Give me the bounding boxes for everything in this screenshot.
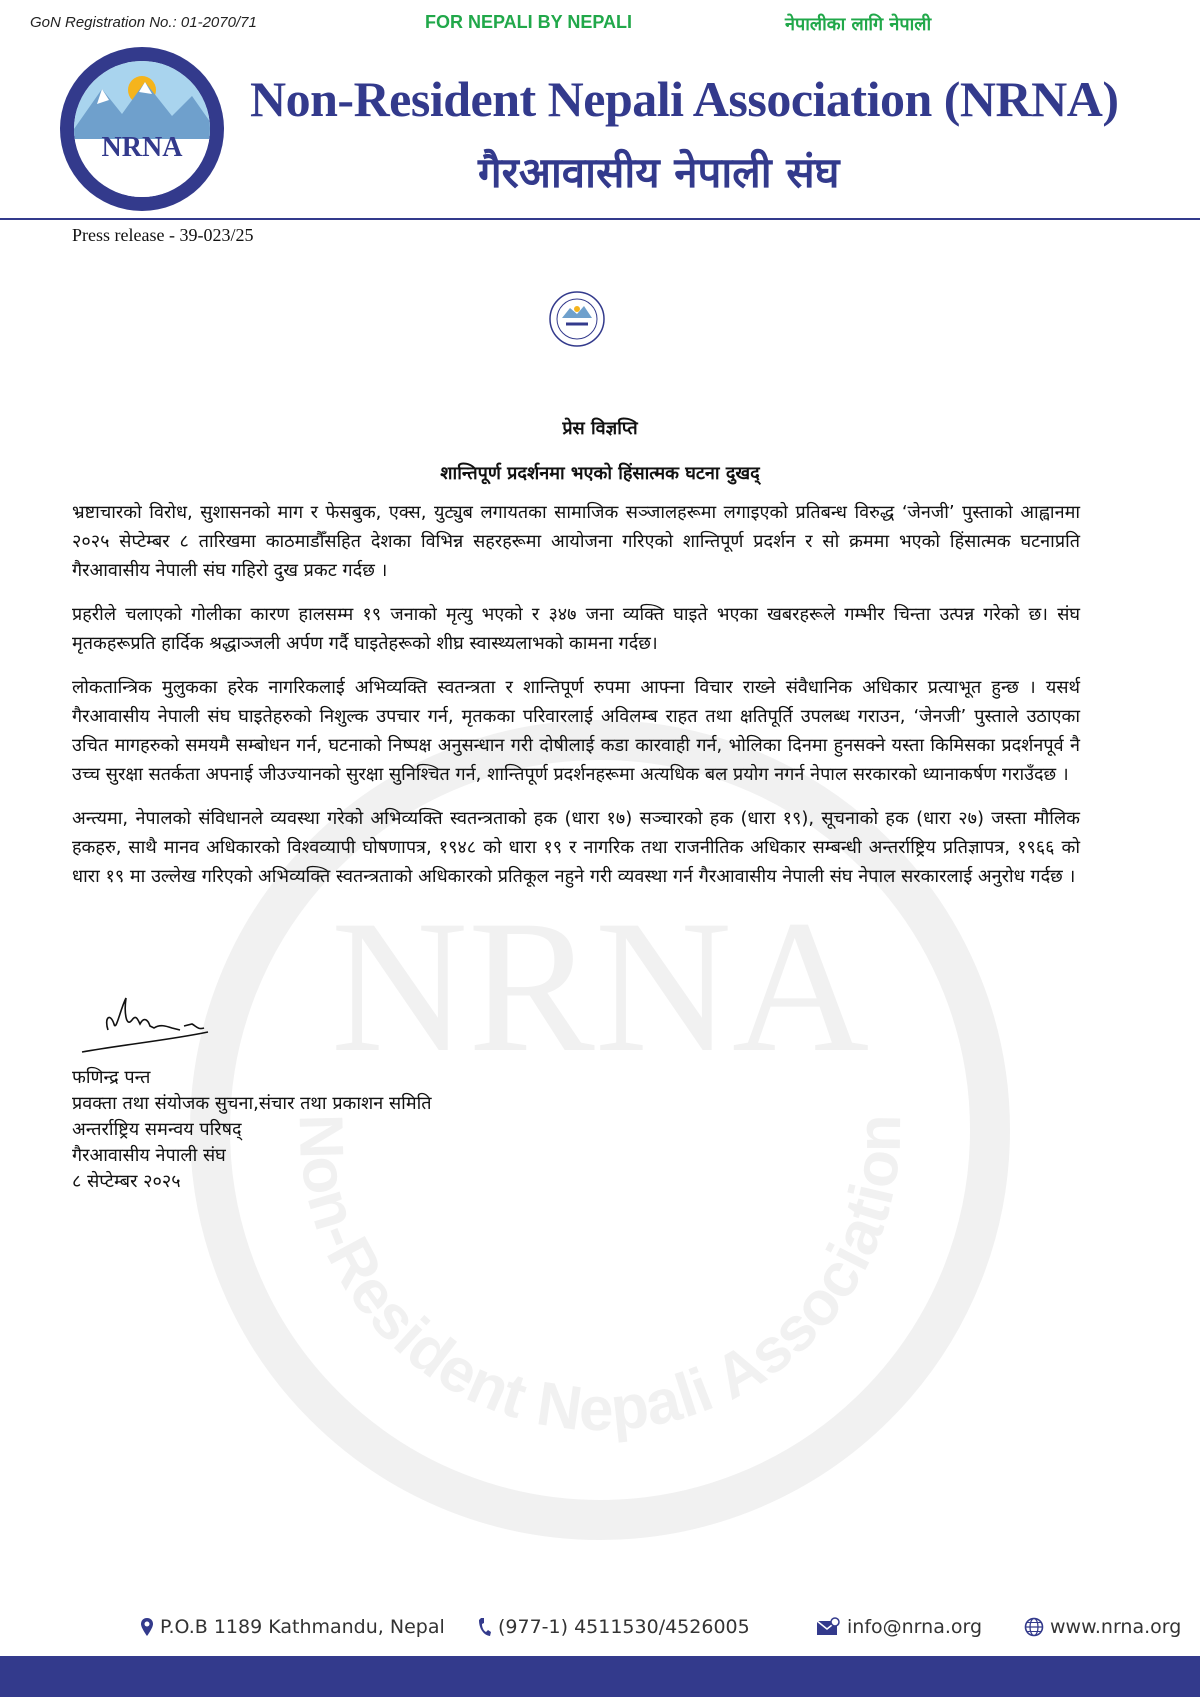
paragraph: लोकतान्त्रिक मुलुकका हरेक नागरिकलाई अभिव्यक्ति स्वतन्त्रता र शान्तिपूर्ण रुपमा आफ्ना विचार राख्ने संवैधानिक अधिकार प्रत्याभूत हुन्छ । यसर्थ गैरआवासीय नेपाली संघ घाइतेहरुको निशुल्क उपचार गर्न, मृतकका परिवारलाई अविलम्ब राहत तथा क्षतिपूर्ति उपलब्ध गराउन, ‘जेनजी’ पुस्ताले उठाएका उचित मागहरुको समयमै सम्बोधन गर्न, घटनाको निष्पक्ष अनुसन्धान गरी दोषीलाई कडा कारवाही गर्न, भोलिका दिनमा हुनसक्ने यस्ता किमिसका प्रदर्शनपूर्व नै उच्च सुरक्षा सतर्कता अपनाई जीउज्यानको सुरक्षा सुनिश्चित गर्न, शान्तिपूर्ण प्रदर्शनहरूमा अत्यधिक बल प्रयोग नगर्न नेपाल सरकारको ध्यानाकर्षण गराउँदछ । <box>72 677 1080 785</box>
watermark-text: NRNA <box>330 882 870 1092</box>
signatory-name: फणिन्द्र पन्त <box>72 1067 151 1088</box>
footer-website[interactable] <box>1024 1616 1181 1638</box>
press-release-number: Press release - 39-023/25 <box>72 225 254 245</box>
footer-bar <box>0 1656 1200 1697</box>
globe-icon <box>1024 1617 1044 1637</box>
email-icon <box>815 1617 841 1637</box>
footer-contacts <box>0 1610 1200 1650</box>
small-nrna-seal <box>548 290 606 348</box>
nrna-logo <box>57 44 227 214</box>
press-release-body <box>72 498 1080 906</box>
registration-number: GoN Registration No.: 01-2070/71 <box>30 14 257 31</box>
footer-website-text[interactable]: www.nrna.org <box>1050 1616 1182 1638</box>
footer-email[interactable] <box>815 1616 982 1638</box>
footer-address <box>140 1616 445 1638</box>
location-pin-icon <box>140 1617 154 1637</box>
paragraph: अन्त्यमा, नेपालको संविधानले व्यवस्था गरेको अभिव्यक्ति स्वतन्त्रताको हक (धारा १७) सञ्चारको हक (धारा १९), सूचनाको हक (धारा २७) जस्ता मौलिक हकहरु, साथै मानव अधिकारको विश्वव्यापी घोषणापत्र, १९४८ को धारा १९ र नागरिक तथा राजनीतिक अधिकार सम्बन्धी अन्तर्राष्ट्रिय प्रतिज्ञापत्र, १९६६ को धारा १९ मा उल्लेख गरिएको अभिव्यक्ति स्वतन्त्रताको अधिकारको प्रतिकूल नहुने गरी व्यवस्था गर्न गैरआवासीय नेपाली संघ नेपाल सरकारलाई अनुरोध गर्दछ । <box>72 808 1080 887</box>
footer-phone <box>478 1616 750 1638</box>
signatory-organization: गैरआवासीय नेपाली संघ <box>72 1145 226 1166</box>
footer-email-text[interactable]: info@nrna.org <box>847 1616 983 1638</box>
phone-icon <box>478 1617 492 1637</box>
logo-ring-text: Non-Resident Nepali Association <box>83 140 201 193</box>
document-title: प्रेस विज्ञप्ति <box>562 418 638 439</box>
header-divider <box>0 218 1200 220</box>
paragraph: प्रहरीले चलाएको गोलीका कारण हालसम्म १९ जनाको मृत्यु भएको र ३४७ जना व्यक्ति घाइते भएका खबरहरूले गम्भीर चिन्ता उत्पन्न गरेको छ। संघ मृतकहरूप्रति हार्दिक श्रद्धाञ्जली अर्पण गर्दै घाइतेहरूको शीघ्र स्वास्थ्यलाभको कामना गर्दछ। <box>72 604 1080 654</box>
signatory-block <box>72 1065 432 1195</box>
org-name-nepali: गैरआवासीय नेपाली संघ <box>478 148 840 197</box>
watermark-ring-text: Non-Resident Nepali Association <box>285 1113 915 1445</box>
signatory-date: ८ सेप्टेम्बर २०२५ <box>72 1171 181 1192</box>
handwritten-signature <box>80 990 230 1060</box>
org-name-english: Non-Resident Nepali Association (NRNA) <box>250 71 1119 127</box>
paragraph: भ्रष्टाचारको विरोध, सुशासनको माग र फेसबुक, एक्स, युट्युब लगायतका सामाजिक सञ्जालहरूमा लगाइएको प्रतिबन्ध विरुद्ध ‘जेनजी’ पुस्ताको आह्वानमा २०२५ सेप्टेम्बर ८ तारिखमा काठमाडौँसहित देशका विभिन्न सहरहरूमा आयोजना गरिएको शान्तिपूर्ण प्रदर्शन र सो क्रममा भएको हिंसात्मक घटनाप्रति गैरआवासीय नेपाली संघ गहिरो दुख प्रकट गर्दछ । <box>72 502 1080 581</box>
signatory-role: प्रवक्ता तथा संयोजक सुचना,संचार तथा प्रकाशन समिति <box>72 1093 432 1114</box>
slogan-english: FOR NEPALI BY NEPALI <box>425 12 633 32</box>
slogan-nepali: नेपालीका लागि नेपाली <box>785 14 932 35</box>
footer-phone-text: (977-1) 4511530/4526005 <box>498 1616 750 1638</box>
document-subtitle: शान्तिपूर्ण प्रदर्शनमा भएको हिंसात्मक घटना दुखद् <box>440 463 760 484</box>
logo-text: NRNA <box>101 132 183 163</box>
footer-address-text: P.O.B 1189 Kathmandu, Nepal <box>160 1616 445 1638</box>
signatory-council: अन्तर्राष्ट्रिय समन्वय परिषद् <box>72 1119 242 1140</box>
